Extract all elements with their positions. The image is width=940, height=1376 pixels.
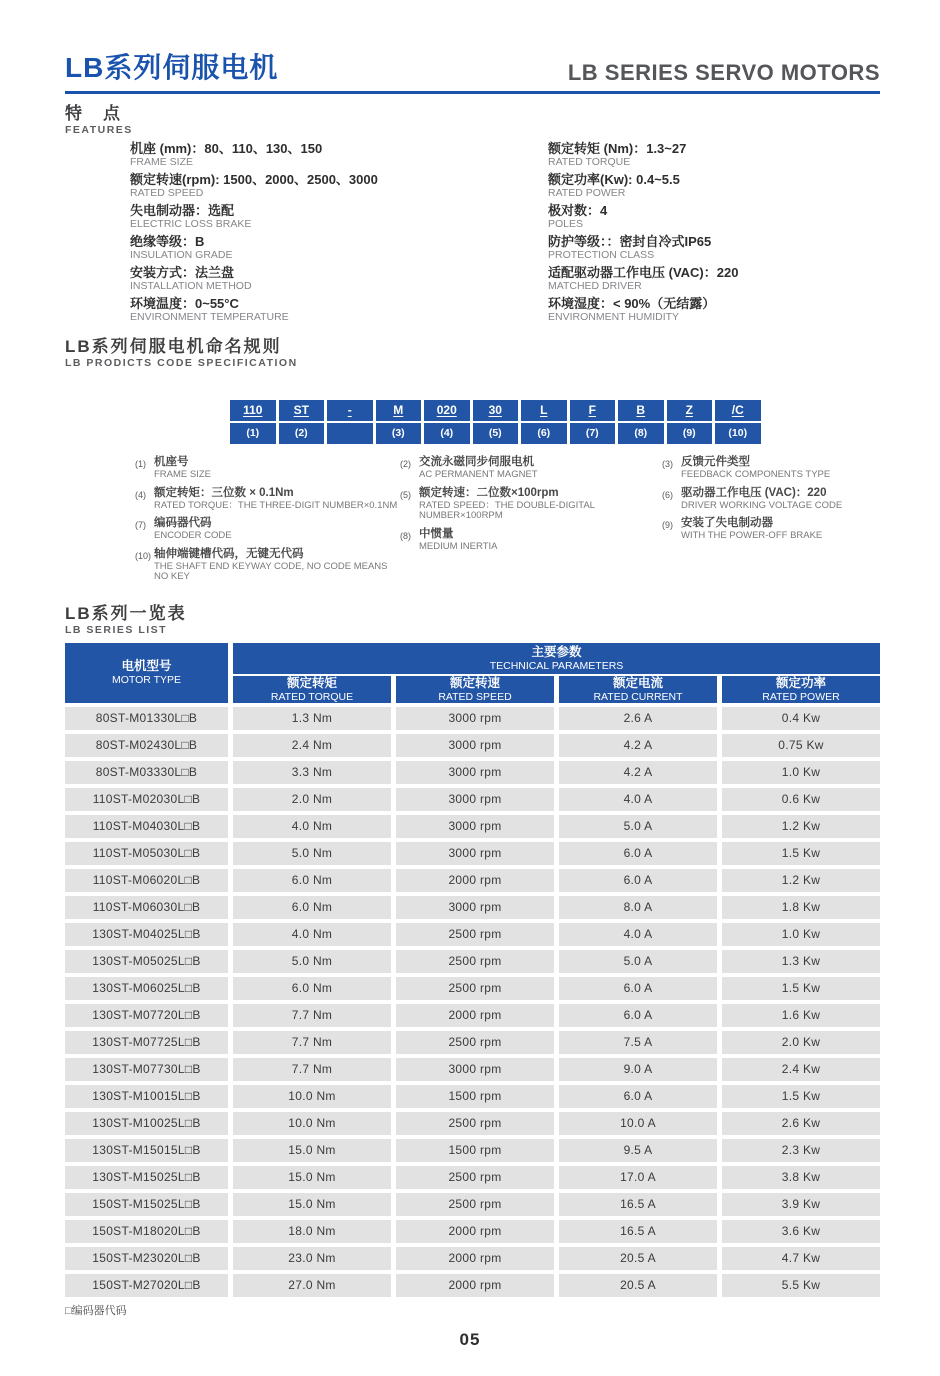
table-row (65, 1139, 880, 1162)
notes-column-1 (135, 456, 400, 589)
naming-index-cell: (7) (570, 423, 616, 444)
naming-note-number: (5) (400, 489, 411, 500)
naming-index-cell: (3) (376, 423, 422, 444)
parameter-value-cell: 2.4 Kw (722, 1058, 880, 1081)
naming-index-cell: (8) (618, 423, 664, 444)
motor-type-cell: 130ST-M06025L□B (65, 977, 228, 1000)
parameter-value-cell: 7.7 Nm (233, 1004, 391, 1027)
table-row (65, 1085, 880, 1108)
parameter-value-cell: 1.2 Kw (722, 869, 880, 892)
parameter-value-cell: 2000 rpm (396, 1220, 554, 1243)
features-section (65, 103, 880, 327)
table-row (65, 869, 880, 892)
feature-item (548, 172, 880, 199)
feature-label-en: RATED TORQUE (548, 156, 631, 168)
naming-code-cell (521, 400, 567, 421)
motor-type-cell: 80ST-M02430L□B (65, 734, 228, 757)
parameter-value-cell: 1.3 Nm (233, 707, 391, 730)
features-column-left (130, 141, 548, 327)
naming-notes (65, 456, 880, 589)
parameter-value-cell: 1.0 Kw (722, 923, 880, 946)
naming-note-body (419, 528, 497, 553)
parameter-value-cell: 4.2 A (559, 761, 717, 784)
parameter-value-cell: 7.5 A (559, 1031, 717, 1054)
parameter-value-cell: 15.0 Nm (233, 1139, 391, 1162)
feature-item (548, 234, 880, 261)
naming-note-cn: 中惯量 (419, 527, 454, 540)
parameter-value-cell: 1.2 Kw (722, 815, 880, 838)
feature-item (548, 296, 880, 323)
feature-label-en: ELECTRIC LOSS BRAKE (130, 218, 252, 230)
naming-index-cell: (10) (715, 423, 761, 444)
motor-type-header-cell (65, 643, 228, 703)
naming-code-cell (473, 400, 519, 421)
series-table-body (65, 707, 880, 1297)
naming-code-cell (327, 400, 373, 421)
parameter-value-cell: 3.3 Nm (233, 761, 391, 784)
parameter-value-cell: 2500 rpm (396, 923, 554, 946)
parameter-value-cell: 1.6 Kw (722, 1004, 880, 1027)
naming-code-value: L (540, 403, 548, 417)
parameter-value-cell: 6.0 A (559, 977, 717, 1000)
feature-label-en: RATED SPEED (130, 187, 204, 199)
parameter-value-cell: 7.7 Nm (233, 1031, 391, 1054)
table-row (65, 1166, 880, 1189)
naming-note-en: AC PERMANENT MAGNET (419, 469, 538, 480)
notes-column-3 (662, 456, 880, 589)
naming-index-cell: (9) (667, 423, 713, 444)
naming-code-value: 110 (243, 403, 263, 417)
naming-note-cn: 安装了失电制动器 (681, 517, 773, 529)
motor-type-header-cn: 电机型号 (121, 659, 172, 673)
parameter-value-cell: 20.5 A (559, 1247, 717, 1270)
table-row (65, 1112, 880, 1135)
motor-type-cell: 150ST-M23020L□B (65, 1247, 228, 1270)
parameter-header-cn: 额定转速 (449, 675, 500, 690)
parameter-header-cell (396, 676, 554, 703)
parameter-header-cell (233, 676, 391, 703)
parameter-value-cell: 15.0 Nm (233, 1166, 391, 1189)
parameter-value-cell: 2500 rpm (396, 950, 554, 973)
naming-note-number: (1) (135, 459, 146, 469)
naming-note-number: (7) (135, 520, 146, 530)
parameter-value-cell: 3000 rpm (396, 761, 554, 784)
naming-note-body (154, 456, 211, 481)
parameter-value-cell: 2500 rpm (396, 1031, 554, 1054)
naming-note-cn: 额定转矩：三位数 × 0.1Nm (154, 486, 294, 499)
naming-index-cell: (6) (521, 423, 567, 444)
naming-note-body (154, 487, 397, 512)
parameter-value-cell: 6.0 A (559, 842, 717, 865)
encoder-code-footnote: □编码器代码 (65, 1304, 127, 1317)
parameter-value-cell: 3000 rpm (396, 896, 554, 919)
naming-code-value: - (347, 403, 352, 417)
naming-note-en: THE SHAFT END KEYWAY CODE, NO CODE MEANS NO KEY (154, 560, 388, 582)
feature-label-cn: 机座 (mm)：80、110、130、150 (130, 141, 323, 156)
parameter-value-cell: 6.0 A (559, 1004, 717, 1027)
motor-type-cell: 150ST-M27020L□B (65, 1274, 228, 1297)
naming-index-cell: (5) (473, 423, 519, 444)
naming-note-body (681, 487, 842, 512)
parameter-header-cn: 额定功率 (775, 675, 826, 690)
page-header (65, 46, 880, 94)
parameter-value-cell: 1.5 Kw (722, 1085, 880, 1108)
feature-label-en: INSTALLATION METHOD (130, 280, 252, 292)
parameter-value-cell: 3000 rpm (396, 734, 554, 757)
table-row (65, 707, 880, 730)
naming-note-item (135, 517, 400, 542)
parameter-value-cell: 20.5 A (559, 1274, 717, 1297)
parameter-value-cell: 5.0 Nm (233, 842, 391, 865)
naming-index-cell: (2) (279, 423, 325, 444)
parameter-value-cell: 23.0 Nm (233, 1247, 391, 1270)
parameter-value-cell: 9.0 A (559, 1058, 717, 1081)
feature-label-cn: 失电制动器：选配 (130, 203, 235, 218)
parameter-header-cell (559, 676, 717, 703)
naming-note-item (662, 517, 880, 542)
naming-note-item (135, 548, 400, 583)
naming-note-number: (2) (400, 459, 411, 469)
feature-label-cn: 额定转矩 (Nm)：1.3~27 (548, 141, 687, 156)
naming-note-number: (10) (135, 550, 152, 561)
parameter-value-cell: 1.5 Kw (722, 842, 880, 865)
series-title-en: LB SERIES LIST (65, 623, 168, 636)
table-row (65, 1031, 880, 1054)
parameter-value-cell: 4.0 Nm (233, 815, 391, 838)
motor-type-cell: 150ST-M15025L□B (65, 1193, 228, 1216)
technical-parameters-header-cell (233, 643, 880, 674)
feature-label-cn: 安装方式：法兰盘 (130, 265, 235, 280)
parameter-value-cell: 2.6 A (559, 707, 717, 730)
naming-code-value: F (588, 403, 596, 417)
naming-note-cn: 交流永磁同步伺服电机 (419, 456, 534, 468)
features-grid (65, 141, 880, 327)
motor-type-cell: 130ST-M07725L□B (65, 1031, 228, 1054)
naming-note-body (681, 517, 822, 542)
parameter-value-cell: 2000 rpm (396, 1274, 554, 1297)
naming-note-cn: 驱动器工作电压 (VAC)：220 (681, 486, 827, 499)
parameter-value-cell: 5.5 Kw (722, 1274, 880, 1297)
parameter-value-cell: 15.0 Nm (233, 1193, 391, 1216)
table-row (65, 896, 880, 919)
parameter-value-cell: 1.5 Kw (722, 977, 880, 1000)
parameter-value-cell: 3000 rpm (396, 842, 554, 865)
naming-code-cell (424, 400, 470, 421)
naming-note-en: RATED SPEED：THE DOUBLE-DIGITAL NUMBER×100RPM (419, 499, 595, 521)
feature-label-cn: 防护等级：：密封自冷式IP65 (548, 234, 712, 249)
naming-code-value: /C (731, 403, 744, 417)
parameter-value-cell: 1500 rpm (396, 1139, 554, 1162)
parameter-value-cell: 5.0 Nm (233, 950, 391, 973)
naming-index-cell (327, 423, 373, 444)
feature-label-cn: 环境湿度：< 90%（无结露） (548, 296, 716, 311)
parameter-header-cn: 额定电流 (612, 675, 663, 690)
parameter-value-cell: 4.2 A (559, 734, 717, 757)
parameter-value-cell: 2.0 Nm (233, 788, 391, 811)
naming-note-en: WITH THE POWER-OFF BRAKE (681, 530, 823, 541)
naming-note-item (662, 456, 880, 481)
naming-note-number: (6) (662, 489, 673, 500)
naming-title-cn: LB系列伺服电机命名规则 (65, 337, 282, 356)
naming-code-value: M (393, 403, 404, 417)
table-row (65, 1193, 880, 1216)
motor-type-cell: 130ST-M15025L□B (65, 1166, 228, 1189)
parameter-header-en: RATED CURRENT (593, 690, 683, 703)
feature-label-en: RATED POWER (548, 187, 626, 199)
table-row (65, 788, 880, 811)
motor-type-cell: 110ST-M06030L□B (65, 896, 228, 919)
motor-type-cell: 110ST-M06020L□B (65, 869, 228, 892)
parameter-header-en: RATED POWER (762, 690, 840, 703)
table-row (65, 1058, 880, 1081)
parameter-value-cell: 10.0 A (559, 1112, 717, 1135)
features-column-right (548, 141, 880, 327)
parameter-value-cell: 2500 rpm (396, 1112, 554, 1135)
parameter-header-en: RATED TORQUE (270, 690, 354, 703)
parameter-value-cell: 6.0 Nm (233, 869, 391, 892)
motor-type-cell: 80ST-M03330L□B (65, 761, 228, 784)
naming-note-number: (4) (135, 489, 146, 500)
motor-type-cell: 150ST-M18020L□B (65, 1220, 228, 1243)
naming-note-en: DRIVER WORKING VOLTAGE CODE (681, 499, 843, 511)
parameter-header-cn: 额定转矩 (286, 675, 337, 690)
feature-item (130, 234, 548, 261)
series-table-header (65, 643, 880, 703)
table-row (65, 761, 880, 784)
parameter-value-cell: 16.5 A (559, 1193, 717, 1216)
naming-note-cn: 额定转速：二位数×100rpm (419, 486, 559, 499)
parameter-value-cell: 6.0 A (559, 1085, 717, 1108)
naming-note-cn: 机座号 (154, 456, 189, 468)
parameter-value-cell: 2500 rpm (396, 1193, 554, 1216)
naming-note-body (154, 548, 400, 583)
naming-code-cell (570, 400, 616, 421)
feature-label-cn: 额定功率(Kw): 0.4~5.5 (548, 172, 680, 187)
naming-note-en: FEEDBACK COMPONENTS TYPE (681, 469, 831, 480)
motor-type-cell: 130ST-M15015L□B (65, 1139, 228, 1162)
naming-index-cell: (4) (424, 423, 470, 444)
naming-note-number: (9) (662, 520, 673, 530)
parameter-value-cell: 3000 rpm (396, 1058, 554, 1081)
naming-note-item (400, 487, 662, 522)
notes-column-2 (400, 456, 662, 589)
parameter-value-cell: 2500 rpm (396, 1166, 554, 1189)
table-row (65, 815, 880, 838)
feature-label-en: INSULATION GRADE (130, 249, 233, 261)
parameter-value-cell: 2500 rpm (396, 977, 554, 1000)
parameter-value-cell: 3.8 Kw (722, 1166, 880, 1189)
parameter-value-cell: 1.0 Kw (722, 761, 880, 784)
table-row (65, 923, 880, 946)
feature-item (548, 141, 880, 168)
parameter-header-en: RATED SPEED (438, 690, 512, 703)
table-row (65, 1004, 880, 1027)
motor-type-cell: 130ST-M10025L□B (65, 1112, 228, 1135)
parameter-value-cell: 8.0 A (559, 896, 717, 919)
naming-note-body (681, 456, 830, 481)
feature-label-cn: 适配驱动器工作电压 (VAC)：220 (548, 265, 739, 280)
naming-note-en: ENCODER CODE (154, 530, 232, 541)
parameter-value-cell: 6.0 A (559, 869, 717, 892)
naming-code-value: B (636, 403, 646, 417)
parameter-value-cell: 1500 rpm (396, 1085, 554, 1108)
motor-type-cell: 130ST-M10015L□B (65, 1085, 228, 1108)
parameter-value-cell: 2.0 Kw (722, 1031, 880, 1054)
naming-code-value: 020 (436, 403, 457, 417)
page-title-en: LB SERIES SERVO MOTORS (567, 60, 880, 85)
feature-label-en: POLES (548, 218, 584, 230)
naming-note-en: FRAME SIZE (154, 469, 212, 480)
parameter-value-cell: 0.4 Kw (722, 707, 880, 730)
parameter-value-cell: 4.0 A (559, 923, 717, 946)
feature-label-en: ENVIRONMENT HUMIDITY (548, 311, 680, 323)
parameter-value-cell: 9.5 A (559, 1139, 717, 1162)
parameter-value-cell: 27.0 Nm (233, 1274, 391, 1297)
parameter-value-cell: 1.3 Kw (722, 950, 880, 973)
parameter-value-cell: 5.0 A (559, 815, 717, 838)
feature-label-cn: 额定转速(rpm): 1500、2000、2500、3000 (130, 172, 378, 187)
motor-type-cell: 130ST-M04025L□B (65, 923, 228, 946)
parameter-value-cell: 16.5 A (559, 1220, 717, 1243)
naming-title-en: LB PRODICTS CODE SPECIFICATION (65, 357, 298, 369)
motor-type-header-en: MOTOR TYPE (111, 674, 182, 686)
feature-item (130, 141, 548, 168)
parameter-value-cell: 6.0 Nm (233, 977, 391, 1000)
technical-parameters-header-en: TECHNICAL PARAMETERS (489, 659, 624, 672)
parameter-value-cell: 4.7 Kw (722, 1247, 880, 1270)
feature-label-en: PROTECTION CLASS (548, 249, 655, 261)
naming-note-item (400, 528, 662, 553)
motor-type-cell: 130ST-M05025L□B (65, 950, 228, 973)
feature-label-cn: 极对数：4 (548, 203, 608, 218)
parameter-value-cell: 3.9 Kw (722, 1193, 880, 1216)
parameter-value-cell: 4.0 A (559, 788, 717, 811)
feature-label-en: MATCHED DRIVER (548, 280, 642, 292)
feature-item (130, 203, 548, 230)
naming-code-value: 30 (488, 403, 502, 417)
table-row (65, 1220, 880, 1243)
feature-item (130, 296, 548, 323)
naming-note-item (400, 456, 662, 481)
parameter-value-cell: 0.75 Kw (722, 734, 880, 757)
parameter-value-cell: 10.0 Nm (233, 1085, 391, 1108)
feature-item (130, 172, 548, 199)
naming-note-body (419, 487, 662, 522)
parameter-value-cell: 2000 rpm (396, 869, 554, 892)
naming-note-cn: 反馈元件类型 (681, 456, 750, 468)
catalog-page (0, 46, 940, 1376)
parameter-value-cell: 2000 rpm (396, 1004, 554, 1027)
naming-note-body (154, 517, 232, 542)
parameter-value-cell: 2.3 Kw (722, 1139, 880, 1162)
feature-item (548, 265, 880, 292)
naming-note-item (662, 487, 880, 512)
parameter-value-cell: 3000 rpm (396, 707, 554, 730)
table-row (65, 1274, 880, 1297)
parameter-value-cell: 6.0 Nm (233, 896, 391, 919)
naming-note-cn: 轴伸端键槽代码，无键无代码 (154, 547, 304, 560)
naming-code-table (230, 400, 880, 444)
parameter-value-cell: 1.8 Kw (722, 896, 880, 919)
page-number: 05 (459, 1329, 481, 1349)
naming-code-cell (376, 400, 422, 421)
naming-section (65, 336, 880, 589)
parameter-value-cell: 10.0 Nm (233, 1112, 391, 1135)
motor-type-cell: 130ST-M07720L□B (65, 1004, 228, 1027)
motor-type-cell: 130ST-M07730L□B (65, 1058, 228, 1081)
naming-note-cn: 编码器代码 (154, 517, 212, 529)
features-title-en: FEATURES (65, 124, 133, 136)
parameter-value-cell: 3000 rpm (396, 815, 554, 838)
naming-note-number: (8) (400, 530, 411, 541)
feature-label-en: ENVIRONMENT TEMPERATURE (130, 311, 289, 323)
motor-type-cell: 110ST-M04030L□B (65, 815, 228, 838)
series-title-cn: LB系列一览表 (65, 603, 187, 623)
parameter-value-cell: 18.0 Nm (233, 1220, 391, 1243)
parameter-value-cell: 2.4 Nm (233, 734, 391, 757)
naming-note-number: (3) (662, 459, 673, 469)
naming-note-en: RATED TORQUE：THE THREE-DIGIT NUMBER×0.1NM (154, 499, 398, 511)
naming-code-value: Z (685, 403, 693, 417)
naming-code-cell (279, 400, 325, 421)
page-title-cn: LB系列伺服电机 (65, 52, 279, 83)
feature-label-en: FRAME SIZE (130, 156, 194, 168)
naming-note-item (135, 487, 400, 512)
parameter-value-cell: 17.0 A (559, 1166, 717, 1189)
naming-note-item (135, 456, 400, 481)
naming-note-en: MEDIUM INERTIA (419, 540, 498, 552)
motor-type-cell: 110ST-M05030L□B (65, 842, 228, 865)
features-title-cn: 特 点 (65, 104, 122, 123)
naming-index-cell: (1) (230, 423, 276, 444)
parameter-value-cell: 4.0 Nm (233, 923, 391, 946)
parameter-value-cell: 2.6 Kw (722, 1112, 880, 1135)
naming-code-cell (618, 400, 664, 421)
parameter-value-cell: 5.0 A (559, 950, 717, 973)
naming-code-cell (715, 400, 761, 421)
feature-label-cn: 绝缘等级：B (130, 234, 205, 249)
naming-code-cell (230, 400, 276, 421)
technical-parameters-header-cn: 主要参数 (531, 644, 582, 659)
parameter-value-cell: 2000 rpm (396, 1247, 554, 1270)
naming-code-value: ST (293, 403, 309, 417)
table-row (65, 734, 880, 757)
parameter-value-cell: 7.7 Nm (233, 1058, 391, 1081)
parameter-header-cell (722, 676, 880, 703)
motor-type-cell: 110ST-M02030L□B (65, 788, 228, 811)
naming-note-body (419, 456, 538, 481)
feature-item (548, 203, 880, 230)
feature-item (130, 265, 548, 292)
series-section (65, 603, 880, 1297)
motor-type-cell: 80ST-M01330L□B (65, 707, 228, 730)
parameter-value-cell: 3000 rpm (396, 788, 554, 811)
parameter-value-cell: 3.6 Kw (722, 1220, 880, 1243)
naming-code-cell (667, 400, 713, 421)
table-row (65, 1247, 880, 1270)
table-row (65, 842, 880, 865)
table-row (65, 950, 880, 973)
feature-label-cn: 环境温度：0~55°C (130, 296, 239, 311)
table-row (65, 977, 880, 1000)
parameter-value-cell: 0.6 Kw (722, 788, 880, 811)
